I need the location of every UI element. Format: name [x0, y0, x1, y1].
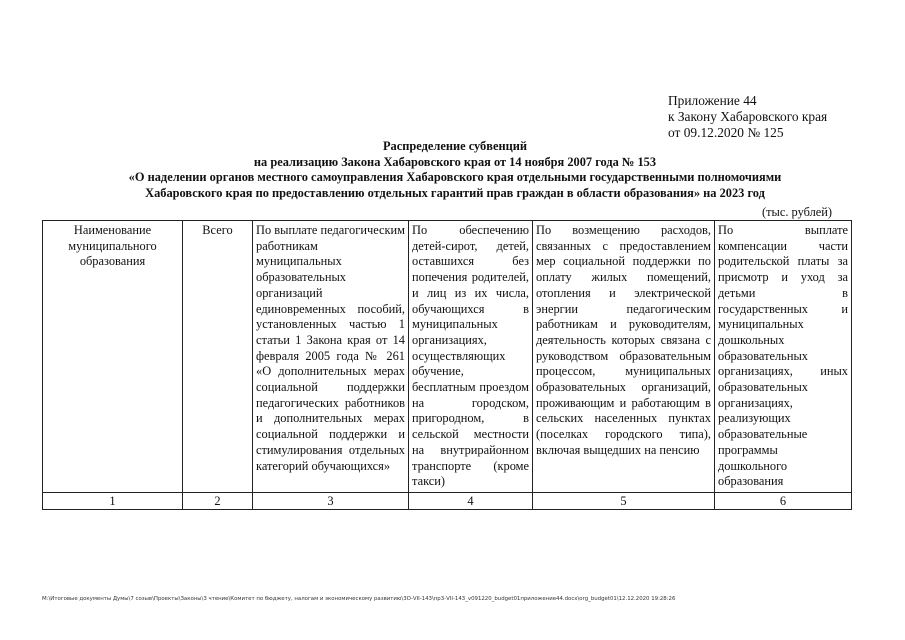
units-label: (тыс. рублей) [762, 205, 833, 219]
title-line-3: «О наделении органов местного самоуправления Хабаровского края отдельными государственными полномочиями [128, 170, 782, 184]
header-municipality: Наименование муниципального образования [43, 221, 183, 493]
column-number: 4 [409, 492, 533, 509]
column-number: 5 [533, 492, 715, 509]
header-total: Всего [183, 221, 253, 493]
column-number: 1 [43, 492, 183, 509]
file-path-footer: M:\Итоговые документы Думы\7 созыв\Проекты\Законы\3 чтение\Комитет по бюджету, налогам и экономическому развитию\3О-VII-143\пр3-VII-143_v091220_budget01приложение44.docx\org_budget01\12.12.2020 19:28:26 [42, 596, 676, 602]
column-number-row [43, 492, 852, 509]
column-number: 3 [253, 492, 409, 509]
appendix-number: Приложение 44 [668, 93, 757, 108]
header-teacher-allowances: По выплате педагогическим работникам муниципальных образовательных организаций единовременных пособий, установленных частью 1 статьи 1 Закона края от 14 февраля 2005 года № 261 «О дополнительных мерах социальной поддержки педагогических работников и дополнительных мерах социальной поддержки и стимулирования отдельных категорий обучающихся» [253, 221, 409, 493]
subventions-table [42, 220, 852, 510]
column-number: 6 [715, 492, 852, 509]
title-line-1: Распределение субвенций [382, 139, 528, 153]
appendix-law-reference: к Закону Хабаровского края [668, 108, 828, 124]
appendix-date-number: от 09.12.2020 № 125 [668, 124, 784, 140]
table-header-row [43, 221, 852, 493]
document-title [40, 139, 870, 201]
header-parental-fee-compensation: По выплате компенсации части родительской платы за присмотр и уход за детьми в государственных и муниципальных дошкольных образовательных организациях, иных образовательных организациях, реализующих образовательные программы дошкольного образования [715, 221, 852, 493]
appendix-reference [668, 93, 827, 140]
column-number: 2 [183, 492, 253, 509]
header-housing-compensation: По возмещению расходов, связанных с предоставлением мер социальной поддержки по оплату жилых помещений, отопления и электрической энергии педагогическим работникам и руководителям, деятельность которых связана с руководством образовательным процессом, муниципальных образовательных организаций, проживающим и работающим в сельских населенных пунктах (поселках городского типа), включая выщедших на пенсию [533, 221, 715, 493]
header-orphan-transport: По обеспечению детей-сирот, детей, оставшихся без попечения родителей, и лиц из их числа, обучающихся в муниципальных организациях, осуществляющих обучение, бесплатным проездом на городском, пригородном, в сельской местности на внутрирайонном транспорте (кроме такси) [409, 221, 533, 493]
title-line-4: Хабаровского края по предоставлению отдельных гарантий прав граждан в области образования» на 2023 год [145, 185, 765, 200]
title-line-2: на реализацию Закона Хабаровского края от 14 ноября 2007 года № 153 [253, 154, 657, 169]
